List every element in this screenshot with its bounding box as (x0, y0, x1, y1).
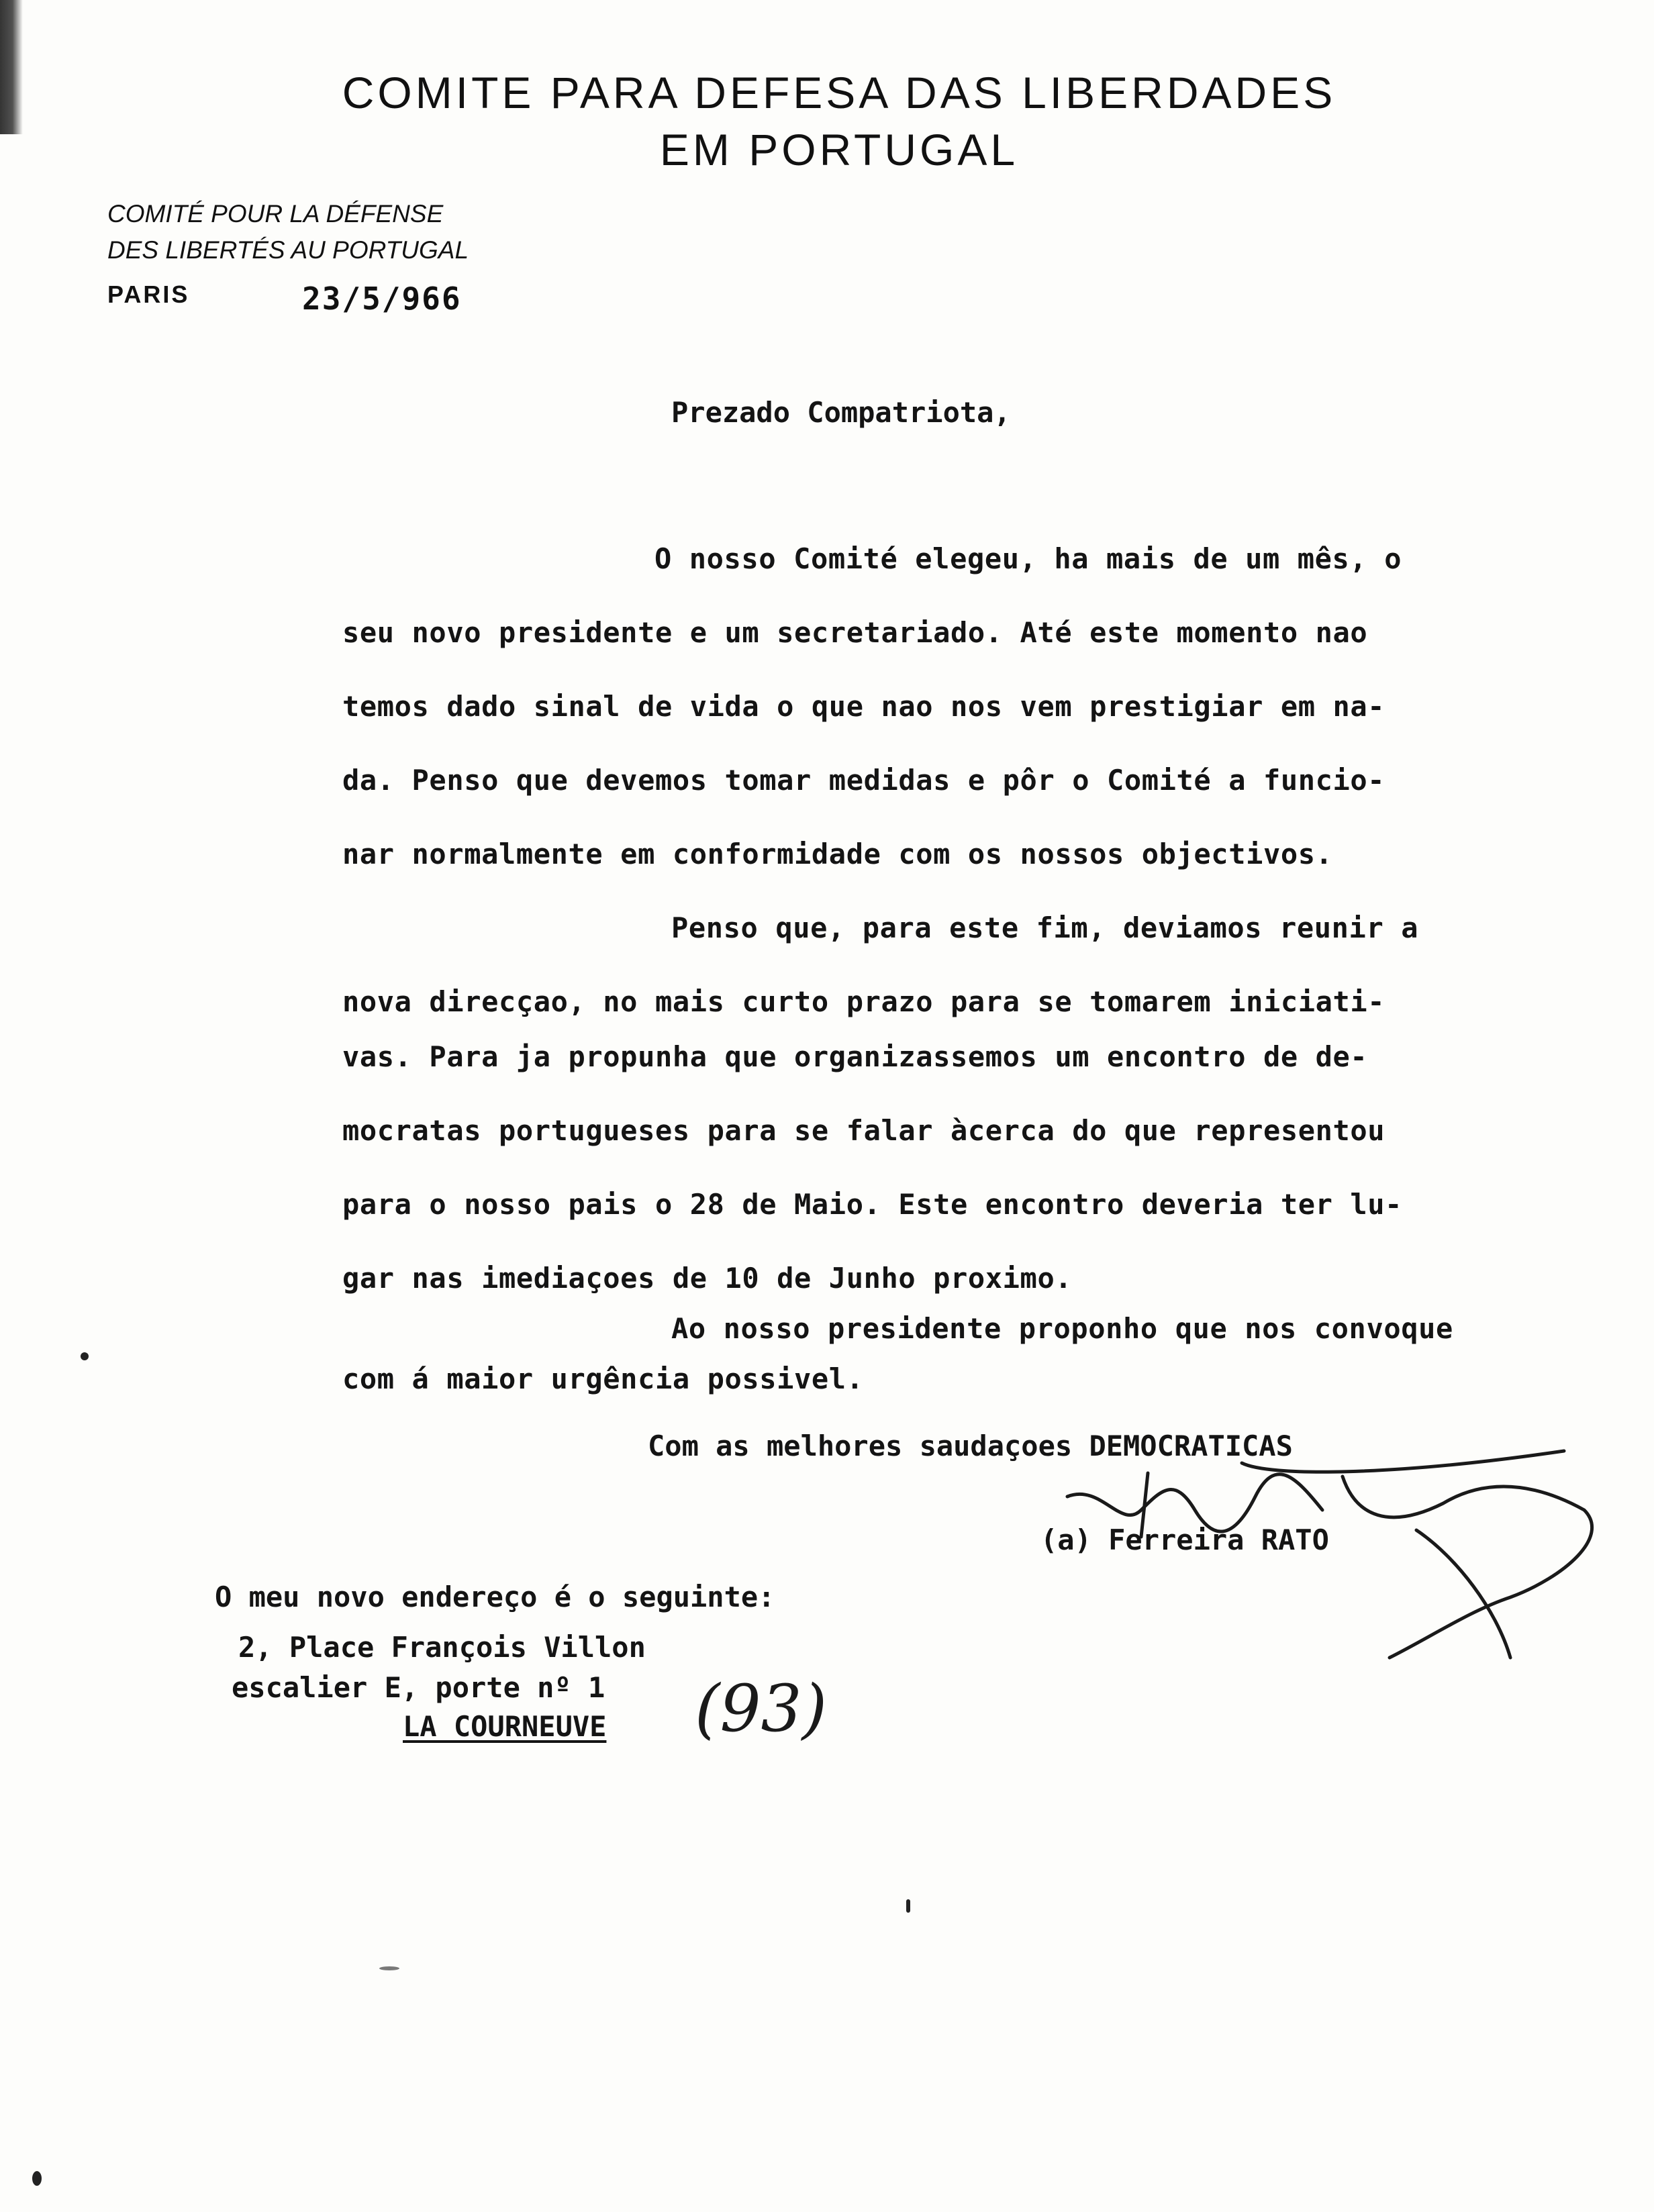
body-line: Ao nosso presidente proponho que nos convoque (671, 1312, 1453, 1345)
letterhead-french-line1: COMITÉ POUR LA DÉFENSE (107, 200, 444, 228)
letter-closing: Com as melhores saudaçoes DEMOCRATICAS (648, 1429, 1293, 1462)
body-line: da. Penso que devemos tomar medidas e pôr o Comité a funcio- (342, 764, 1385, 797)
letter-greeting: Prezado Compatriota, (671, 396, 1011, 429)
scan-speck (379, 1966, 399, 1970)
scan-speck (81, 1352, 89, 1360)
committee-title-line1: COMITE PARA DEFESA DAS LIBERDADES (342, 68, 1336, 117)
address-line1: 2, Place François Villon (238, 1631, 646, 1664)
body-line: com á maior urgência possivel. (342, 1362, 864, 1395)
address-line3: LA COURNEUVE (403, 1710, 607, 1743)
body-line: vas. Para ja propunha que organizassemos um encontro de de- (342, 1040, 1368, 1073)
address-intro: O meu novo endereço é o seguinte: (215, 1580, 775, 1613)
letterhead-french-line2: DES LIBERTÉS AU PORTUGAL (107, 236, 469, 264)
letterhead-city: PARIS (107, 281, 190, 308)
body-line: Penso que, para este fim, deviamos reunir a (671, 911, 1419, 944)
letter-date: 23/5/966 (302, 281, 462, 317)
scan-speck (906, 1899, 910, 1913)
committee-title-line2: EM PORTUGAL (659, 125, 1019, 174)
body-line: mocratas portugueses para se falar àcerca do que representou (342, 1114, 1385, 1147)
signatory-name: (a) Ferreira RATO (1040, 1523, 1329, 1556)
body-line: O nosso Comité elegeu, ha mais de um mês, o (654, 542, 1402, 575)
body-line: temos dado sinal de vida o que nao nos vem prestigiar em na- (342, 690, 1385, 723)
body-line: nova direcçao, no mais curto prazo para se tomarem iniciati- (342, 985, 1385, 1018)
body-line: seu novo presidente e um secretariado. Até este momento nao (342, 616, 1368, 649)
scan-speck (32, 2171, 42, 2186)
body-line: nar normalmente em conformidade com os nossos objectivos. (342, 838, 1333, 870)
scan-edge-mark (0, 0, 23, 134)
address-line2: escalier E, porte nº 1 (232, 1671, 605, 1704)
body-line: gar nas imediaçoes de 10 de Junho proximo. (342, 1262, 1073, 1295)
body-line: para o nosso pais o 28 de Maio. Este encontro deveria ter lu- (342, 1188, 1403, 1221)
handwritten-department-number: (93) (695, 1671, 828, 1746)
